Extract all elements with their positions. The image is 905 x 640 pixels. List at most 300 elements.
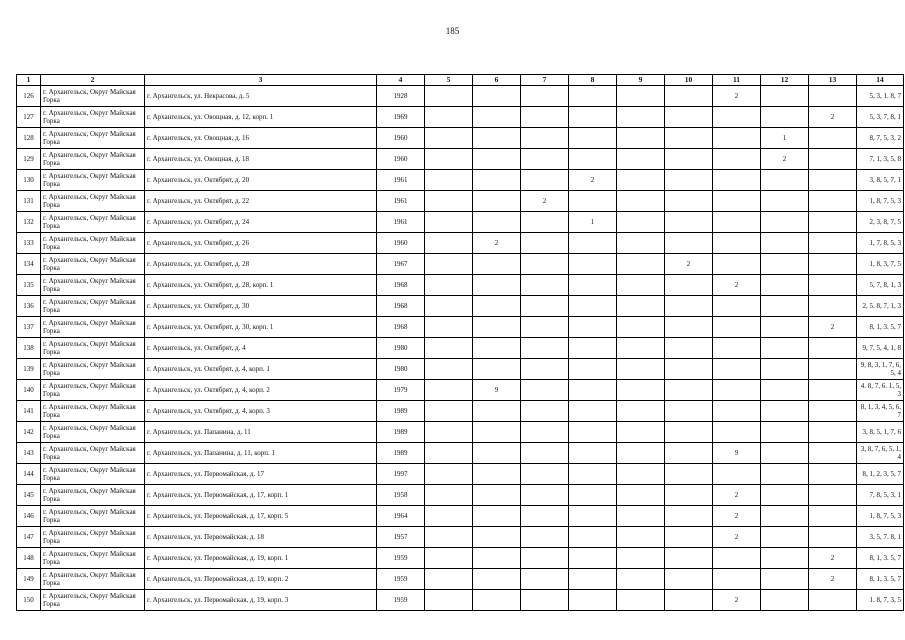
year-cell: 1997 bbox=[377, 464, 425, 485]
year-cell: 1989 bbox=[377, 443, 425, 464]
address-cell: г. Архангельск, ул. Октябрят, д. 30, корп. 1 bbox=[145, 317, 377, 338]
col11-cell bbox=[713, 548, 761, 569]
col6-cell bbox=[473, 86, 521, 107]
col11-cell: 2 bbox=[713, 527, 761, 548]
col13-cell bbox=[809, 380, 857, 401]
col8-cell: 2 bbox=[569, 170, 617, 191]
address-cell: г. Архангельск, ул. Первомайская, д. 17, корп. 5 bbox=[145, 506, 377, 527]
col14-cell: 8, 1, 3. 5, 7 bbox=[857, 569, 904, 590]
address-cell: г. Архангельск, ул. Папанина, д. 11 bbox=[145, 422, 377, 443]
col12-cell bbox=[761, 233, 809, 254]
col14-cell: 1. 8, 7, 3, 5 bbox=[857, 590, 904, 611]
col11-cell bbox=[713, 401, 761, 422]
col12-cell bbox=[761, 254, 809, 275]
col11-cell bbox=[713, 296, 761, 317]
district-cell: г. Архангельск, Округ Майская Горка bbox=[41, 464, 145, 485]
year-cell: 1959 bbox=[377, 548, 425, 569]
col11-cell bbox=[713, 107, 761, 128]
district-cell: г. Архангельск, Округ Майская Горка bbox=[41, 296, 145, 317]
column-header-14: 14 bbox=[857, 75, 904, 86]
col8-cell bbox=[569, 590, 617, 611]
row-number-cell: 135 bbox=[17, 275, 41, 296]
col9-cell bbox=[617, 191, 665, 212]
column-header-13: 13 bbox=[809, 75, 857, 86]
col7-cell bbox=[521, 548, 569, 569]
col7-cell bbox=[521, 275, 569, 296]
col10-cell bbox=[665, 569, 713, 590]
col9-cell bbox=[617, 170, 665, 191]
col9-cell bbox=[617, 149, 665, 170]
col7-cell bbox=[521, 254, 569, 275]
col8-cell: 1 bbox=[569, 212, 617, 233]
row-number-cell: 126 bbox=[17, 86, 41, 107]
row-number-cell: 148 bbox=[17, 548, 41, 569]
column-header-3: 3 bbox=[145, 75, 377, 86]
col8-cell bbox=[569, 359, 617, 380]
row-number-cell: 150 bbox=[17, 590, 41, 611]
col5-cell bbox=[425, 422, 473, 443]
col9-cell bbox=[617, 107, 665, 128]
col13-cell bbox=[809, 338, 857, 359]
col12-cell bbox=[761, 86, 809, 107]
col5-cell bbox=[425, 149, 473, 170]
table-row bbox=[17, 296, 904, 317]
col12-cell bbox=[761, 569, 809, 590]
col12-cell: 1 bbox=[761, 128, 809, 149]
col11-cell: 2 bbox=[713, 506, 761, 527]
year-cell: 1967 bbox=[377, 254, 425, 275]
col12-cell bbox=[761, 275, 809, 296]
col14-cell: 5, 7, 8, 1, 3 bbox=[857, 275, 904, 296]
year-cell: 1968 bbox=[377, 317, 425, 338]
col10-cell bbox=[665, 170, 713, 191]
col10-cell bbox=[665, 359, 713, 380]
table-row bbox=[17, 359, 904, 380]
col9-cell bbox=[617, 254, 665, 275]
col5-cell bbox=[425, 233, 473, 254]
col10-cell bbox=[665, 548, 713, 569]
col6-cell bbox=[473, 401, 521, 422]
col14-cell: 1, 8, 7, 5, 3 bbox=[857, 506, 904, 527]
col14-cell: 9, 7, 5, 4, 1, 8 bbox=[857, 338, 904, 359]
col8-cell bbox=[569, 233, 617, 254]
col8-cell bbox=[569, 275, 617, 296]
year-cell: 1989 bbox=[377, 401, 425, 422]
col5-cell bbox=[425, 107, 473, 128]
col11-cell bbox=[713, 149, 761, 170]
col11-cell: 2 bbox=[713, 275, 761, 296]
col10-cell bbox=[665, 149, 713, 170]
district-cell: г. Архангельск, Округ Майская Горка bbox=[41, 401, 145, 422]
col11-cell bbox=[713, 569, 761, 590]
district-cell: г. Архангельск, Округ Майская Горка bbox=[41, 254, 145, 275]
col7-cell bbox=[521, 359, 569, 380]
col14-cell: 2, 3, 8, 7, 5 bbox=[857, 212, 904, 233]
year-cell: 1964 bbox=[377, 506, 425, 527]
year-cell: 1928 bbox=[377, 86, 425, 107]
district-cell: г. Архангельск, Округ Майская Горка bbox=[41, 485, 145, 506]
col7-cell bbox=[521, 233, 569, 254]
col14-cell: 8, 1, 3, 4, 5, 6, 7 bbox=[857, 401, 904, 422]
year-cell: 1980 bbox=[377, 338, 425, 359]
col6-cell bbox=[473, 317, 521, 338]
table-header bbox=[17, 75, 904, 86]
col13-cell: 2 bbox=[809, 569, 857, 590]
col13-cell bbox=[809, 296, 857, 317]
col13-cell bbox=[809, 506, 857, 527]
column-header-10: 10 bbox=[665, 75, 713, 86]
column-header-9: 9 bbox=[617, 75, 665, 86]
col6-cell bbox=[473, 107, 521, 128]
col13-cell bbox=[809, 191, 857, 212]
col5-cell bbox=[425, 275, 473, 296]
row-number-cell: 146 bbox=[17, 506, 41, 527]
table-row bbox=[17, 275, 904, 296]
address-cell: г. Архангельск, ул. Октябрят, д. 22 bbox=[145, 191, 377, 212]
district-cell: г. Архангельск, Округ Майская Горка bbox=[41, 548, 145, 569]
column-header-2: 2 bbox=[41, 75, 145, 86]
col7-cell bbox=[521, 443, 569, 464]
table-row bbox=[17, 254, 904, 275]
col7-cell bbox=[521, 464, 569, 485]
col7-cell bbox=[521, 212, 569, 233]
year-cell: 1980 bbox=[377, 359, 425, 380]
col14-cell: 1, 7, 8, 5, 3 bbox=[857, 233, 904, 254]
col7-cell bbox=[521, 380, 569, 401]
col14-cell: 8, 1, 2, 3, 5, 7 bbox=[857, 464, 904, 485]
col5-cell bbox=[425, 506, 473, 527]
column-header-6: 6 bbox=[473, 75, 521, 86]
col14-cell: 3, 5, 7. 8, 1 bbox=[857, 527, 904, 548]
col6-cell: 2 bbox=[473, 233, 521, 254]
address-cell: г. Архангельск, ул. Первомайская, д. 17 bbox=[145, 464, 377, 485]
col12-cell bbox=[761, 338, 809, 359]
col8-cell bbox=[569, 485, 617, 506]
row-number-cell: 136 bbox=[17, 296, 41, 317]
col11-cell bbox=[713, 464, 761, 485]
row-number-cell: 145 bbox=[17, 485, 41, 506]
year-cell: 1961 bbox=[377, 212, 425, 233]
table-row bbox=[17, 170, 904, 191]
year-cell: 1960 bbox=[377, 128, 425, 149]
col11-cell bbox=[713, 317, 761, 338]
col9-cell bbox=[617, 296, 665, 317]
col14-cell: 9, 8, 3, 1, 7, 6, 5, 4 bbox=[857, 359, 904, 380]
col8-cell bbox=[569, 527, 617, 548]
col10-cell bbox=[665, 233, 713, 254]
row-number-cell: 138 bbox=[17, 338, 41, 359]
col13-cell bbox=[809, 212, 857, 233]
column-header-4: 4 bbox=[377, 75, 425, 86]
col8-cell bbox=[569, 128, 617, 149]
address-cell: г. Архангельск, ул. Первомайская, д. 19, корп. 3 bbox=[145, 590, 377, 611]
col9-cell bbox=[617, 506, 665, 527]
row-number-cell: 129 bbox=[17, 149, 41, 170]
col8-cell bbox=[569, 296, 617, 317]
district-cell: г. Архангельск, Округ Майская Горка bbox=[41, 212, 145, 233]
row-number-cell: 149 bbox=[17, 569, 41, 590]
year-cell: 1960 bbox=[377, 233, 425, 254]
col10-cell bbox=[665, 422, 713, 443]
year-cell: 1961 bbox=[377, 170, 425, 191]
table-row bbox=[17, 338, 904, 359]
col11-cell bbox=[713, 233, 761, 254]
col9-cell bbox=[617, 86, 665, 107]
district-cell: г. Архангельск, Округ Майская Горка bbox=[41, 275, 145, 296]
address-cell: г. Архангельск, ул. Октябрят, д. 30 bbox=[145, 296, 377, 317]
page-number: 185 bbox=[445, 26, 460, 36]
col9-cell bbox=[617, 443, 665, 464]
col12-cell bbox=[761, 380, 809, 401]
col7-cell bbox=[521, 527, 569, 548]
address-cell: г. Архангельск, ул. Папанина, д. 11, корп. 1 bbox=[145, 443, 377, 464]
col7-cell bbox=[521, 338, 569, 359]
col14-cell: 4. 8, 7, 6. 1, 5, 3 bbox=[857, 380, 904, 401]
col9-cell bbox=[617, 212, 665, 233]
col7-cell bbox=[521, 170, 569, 191]
district-cell: г. Архангельск, Округ Майская Горка bbox=[41, 359, 145, 380]
column-header-7: 7 bbox=[521, 75, 569, 86]
col6-cell bbox=[473, 254, 521, 275]
col8-cell bbox=[569, 254, 617, 275]
year-cell: 1968 bbox=[377, 275, 425, 296]
col13-cell: 2 bbox=[809, 317, 857, 338]
table-row bbox=[17, 569, 904, 590]
table-row bbox=[17, 212, 904, 233]
col9-cell bbox=[617, 464, 665, 485]
col10-cell bbox=[665, 506, 713, 527]
col10-cell bbox=[665, 527, 713, 548]
col12-cell bbox=[761, 359, 809, 380]
col13-cell bbox=[809, 527, 857, 548]
table-row bbox=[17, 86, 904, 107]
col13-cell bbox=[809, 485, 857, 506]
col13-cell bbox=[809, 254, 857, 275]
col13-cell bbox=[809, 149, 857, 170]
col6-cell bbox=[473, 464, 521, 485]
col13-cell bbox=[809, 275, 857, 296]
col5-cell bbox=[425, 485, 473, 506]
col6-cell bbox=[473, 422, 521, 443]
table-row bbox=[17, 149, 904, 170]
col5-cell bbox=[425, 191, 473, 212]
col6-cell bbox=[473, 296, 521, 317]
col11-cell bbox=[713, 338, 761, 359]
col9-cell bbox=[617, 590, 665, 611]
col11-cell bbox=[713, 422, 761, 443]
address-cell: г. Архангельск, ул. Овощная, д. 12, корп. 1 bbox=[145, 107, 377, 128]
col12-cell bbox=[761, 422, 809, 443]
col12-cell bbox=[761, 464, 809, 485]
district-cell: г. Архангельск, Округ Майская Горка bbox=[41, 86, 145, 107]
row-number-cell: 143 bbox=[17, 443, 41, 464]
district-cell: г. Архангельск, Округ Майская Горка bbox=[41, 590, 145, 611]
col8-cell bbox=[569, 464, 617, 485]
col7-cell bbox=[521, 149, 569, 170]
col13-cell bbox=[809, 86, 857, 107]
col6-cell bbox=[473, 338, 521, 359]
district-cell: г. Архангельск, Округ Майская Горка bbox=[41, 170, 145, 191]
year-cell: 1979 bbox=[377, 380, 425, 401]
col11-cell bbox=[713, 170, 761, 191]
col10-cell bbox=[665, 338, 713, 359]
col10-cell bbox=[665, 86, 713, 107]
row-number-cell: 132 bbox=[17, 212, 41, 233]
table-row bbox=[17, 128, 904, 149]
table-row bbox=[17, 401, 904, 422]
col8-cell bbox=[569, 149, 617, 170]
col14-cell: 3, 8, 7, 6, 5, 1, 4 bbox=[857, 443, 904, 464]
col13-cell bbox=[809, 401, 857, 422]
col13-cell bbox=[809, 422, 857, 443]
col5-cell bbox=[425, 590, 473, 611]
address-cell: г. Архангельск, ул. Первомайская, д. 19, корп. 1 bbox=[145, 548, 377, 569]
table-body bbox=[17, 86, 904, 611]
col5-cell bbox=[425, 359, 473, 380]
col8-cell bbox=[569, 191, 617, 212]
col5-cell bbox=[425, 254, 473, 275]
row-number-cell: 130 bbox=[17, 170, 41, 191]
col12-cell bbox=[761, 296, 809, 317]
district-cell: г. Архангельск, Округ Майская Горка bbox=[41, 506, 145, 527]
col6-cell bbox=[473, 443, 521, 464]
col9-cell bbox=[617, 233, 665, 254]
col11-cell: 2 bbox=[713, 485, 761, 506]
col14-cell: 3, 8, 5, 1, 7, 6 bbox=[857, 422, 904, 443]
col10-cell bbox=[665, 380, 713, 401]
col11-cell bbox=[713, 128, 761, 149]
col7-cell bbox=[521, 86, 569, 107]
address-cell: г. Архангельск, ул. Октябрят, д. 28, корп. 1 bbox=[145, 275, 377, 296]
col11-cell: 2 bbox=[713, 590, 761, 611]
district-cell: г. Архангельск, Округ Майская Горка bbox=[41, 317, 145, 338]
table-row bbox=[17, 590, 904, 611]
row-number-cell: 128 bbox=[17, 128, 41, 149]
col10-cell bbox=[665, 107, 713, 128]
table-row bbox=[17, 380, 904, 401]
col6-cell bbox=[473, 212, 521, 233]
col12-cell bbox=[761, 191, 809, 212]
col12-cell bbox=[761, 548, 809, 569]
table-row bbox=[17, 506, 904, 527]
col11-cell bbox=[713, 212, 761, 233]
address-cell: г. Архангельск, ул. Первомайская, д. 18 bbox=[145, 527, 377, 548]
col6-cell bbox=[473, 548, 521, 569]
col5-cell bbox=[425, 128, 473, 149]
district-cell: г. Архангельск, Округ Майская Горка bbox=[41, 380, 145, 401]
year-cell: 1958 bbox=[377, 485, 425, 506]
col9-cell bbox=[617, 317, 665, 338]
table-row bbox=[17, 485, 904, 506]
district-cell: г. Архангельск, Округ Майская Горка bbox=[41, 527, 145, 548]
col14-cell: 8, 1, 3. 5, 7 bbox=[857, 317, 904, 338]
district-cell: г. Архангельск, Округ Майская Горка bbox=[41, 338, 145, 359]
address-cell: г. Архангельск, ул. Октябрят, д. 4, корп. 1 bbox=[145, 359, 377, 380]
col12-cell bbox=[761, 212, 809, 233]
col10-cell bbox=[665, 296, 713, 317]
address-cell: г. Архангельск, ул. Овощная, д. 18 bbox=[145, 149, 377, 170]
year-cell: 1968 bbox=[377, 296, 425, 317]
col7-cell bbox=[521, 485, 569, 506]
col10-cell bbox=[665, 191, 713, 212]
address-cell: г. Архангельск, ул. Некрасова, д. 5 bbox=[145, 86, 377, 107]
address-cell: г. Архангельск, ул. Октябрят, д. 24 bbox=[145, 212, 377, 233]
col10-cell bbox=[665, 317, 713, 338]
col12-cell bbox=[761, 590, 809, 611]
col13-cell bbox=[809, 464, 857, 485]
col14-cell: 7, 1, 3, 5, 8 bbox=[857, 149, 904, 170]
address-cell: г. Архангельск, ул. Октябрят, д. 4, корп. 3 bbox=[145, 401, 377, 422]
col13-cell bbox=[809, 359, 857, 380]
col12-cell bbox=[761, 527, 809, 548]
col7-cell bbox=[521, 107, 569, 128]
table-row bbox=[17, 443, 904, 464]
district-cell: г. Архангельск, Округ Майская Горка bbox=[41, 233, 145, 254]
col6-cell bbox=[473, 506, 521, 527]
table-row bbox=[17, 233, 904, 254]
district-cell: г. Архангельск, Округ Майская Горка bbox=[41, 149, 145, 170]
col10-cell bbox=[665, 464, 713, 485]
col5-cell bbox=[425, 464, 473, 485]
col8-cell bbox=[569, 86, 617, 107]
row-number-cell: 147 bbox=[17, 527, 41, 548]
year-cell: 1969 bbox=[377, 107, 425, 128]
col5-cell bbox=[425, 317, 473, 338]
col11-cell bbox=[713, 254, 761, 275]
address-cell: г. Архангельск, ул. Первомайская, д. 19, корп. 2 bbox=[145, 569, 377, 590]
col12-cell bbox=[761, 401, 809, 422]
col8-cell bbox=[569, 548, 617, 569]
col14-cell: 8, 7, 5, 3, 2 bbox=[857, 128, 904, 149]
column-header-12: 12 bbox=[761, 75, 809, 86]
col7-cell bbox=[521, 317, 569, 338]
col6-cell bbox=[473, 485, 521, 506]
col10-cell: 2 bbox=[665, 254, 713, 275]
year-cell: 1960 bbox=[377, 149, 425, 170]
col14-cell: 5, 3, 1. 8, 7 bbox=[857, 86, 904, 107]
column-header-1: 1 bbox=[17, 75, 41, 86]
row-number-cell: 140 bbox=[17, 380, 41, 401]
column-header-8: 8 bbox=[569, 75, 617, 86]
col7-cell bbox=[521, 569, 569, 590]
row-number-cell: 131 bbox=[17, 191, 41, 212]
col6-cell bbox=[473, 275, 521, 296]
col13-cell: 2 bbox=[809, 107, 857, 128]
col6-cell bbox=[473, 569, 521, 590]
col9-cell bbox=[617, 485, 665, 506]
district-cell: г. Архангельск, Округ Майская Горка bbox=[41, 128, 145, 149]
col8-cell bbox=[569, 338, 617, 359]
col5-cell bbox=[425, 380, 473, 401]
row-number-cell: 133 bbox=[17, 233, 41, 254]
col9-cell bbox=[617, 569, 665, 590]
col10-cell bbox=[665, 485, 713, 506]
column-header-5: 5 bbox=[425, 75, 473, 86]
district-cell: г. Архангельск, Округ Майская Горка bbox=[41, 422, 145, 443]
col5-cell bbox=[425, 338, 473, 359]
col13-cell bbox=[809, 590, 857, 611]
col7-cell bbox=[521, 401, 569, 422]
col12-cell bbox=[761, 485, 809, 506]
year-cell: 1961 bbox=[377, 191, 425, 212]
col5-cell bbox=[425, 527, 473, 548]
col12-cell bbox=[761, 506, 809, 527]
col11-cell bbox=[713, 359, 761, 380]
row-number-cell: 139 bbox=[17, 359, 41, 380]
col8-cell bbox=[569, 422, 617, 443]
col11-cell bbox=[713, 191, 761, 212]
row-number-cell: 141 bbox=[17, 401, 41, 422]
